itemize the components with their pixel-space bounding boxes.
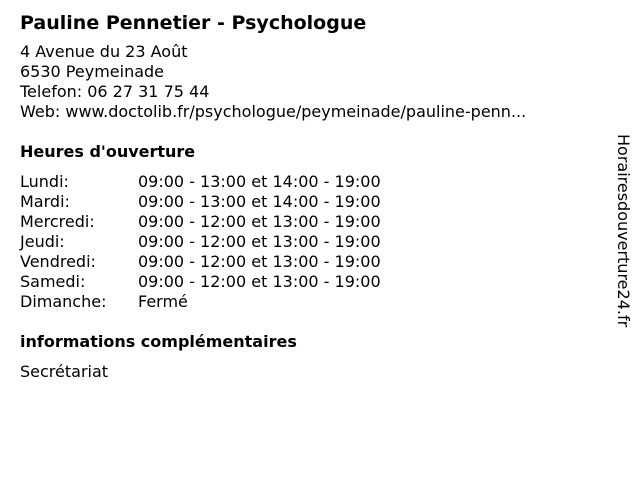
website: Web: www.doctolib.fr/psychologue/peymeinade/pauline-penn... bbox=[20, 102, 527, 121]
business-card bbox=[20, 10, 600, 382]
hours-value: Fermé bbox=[138, 292, 188, 311]
hours-row-thursday bbox=[20, 232, 600, 252]
site-watermark: Horairesdouverture24.fr bbox=[614, 134, 633, 328]
opening-hours-heading: Heures d'ouverture bbox=[20, 142, 196, 161]
day-label: Dimanche: bbox=[20, 292, 107, 311]
business-title: Pauline Pennetier - Psychologue bbox=[20, 12, 367, 34]
hours-value: 09:00 - 12:00 et 13:00 - 19:00 bbox=[138, 212, 381, 231]
hours-value: 09:00 - 13:00 et 14:00 - 19:00 bbox=[138, 172, 381, 191]
hours-row-friday bbox=[20, 252, 600, 272]
hours-value: 09:00 - 12:00 et 13:00 - 19:00 bbox=[138, 232, 381, 251]
hours-row-tuesday bbox=[20, 192, 600, 212]
day-label: Samedi: bbox=[20, 272, 86, 291]
hours-value: 09:00 - 12:00 et 13:00 - 19:00 bbox=[138, 252, 381, 271]
postal-city: 6530 Peymeinade bbox=[20, 62, 165, 81]
day-label: Mercredi: bbox=[20, 212, 95, 231]
day-label: Jeudi: bbox=[20, 232, 65, 251]
hours-row-sunday bbox=[20, 292, 600, 312]
hours-value: 09:00 - 13:00 et 14:00 - 19:00 bbox=[138, 192, 381, 211]
hours-row-saturday bbox=[20, 272, 600, 292]
hours-value: 09:00 - 12:00 et 13:00 - 19:00 bbox=[138, 272, 381, 291]
day-label: Mardi: bbox=[20, 192, 70, 211]
additional-info-heading: informations complémentaires bbox=[20, 332, 297, 351]
street-address: 4 Avenue du 23 Août bbox=[20, 42, 188, 61]
day-label: Vendredi: bbox=[20, 252, 96, 271]
additional-info-text: Secrétariat bbox=[20, 362, 109, 381]
phone-number: Telefon: 06 27 31 75 44 bbox=[20, 82, 210, 101]
hours-row-wednesday bbox=[20, 212, 600, 232]
day-label: Lundi: bbox=[20, 172, 69, 191]
hours-row-monday bbox=[20, 172, 600, 192]
opening-hours-table bbox=[20, 172, 600, 312]
